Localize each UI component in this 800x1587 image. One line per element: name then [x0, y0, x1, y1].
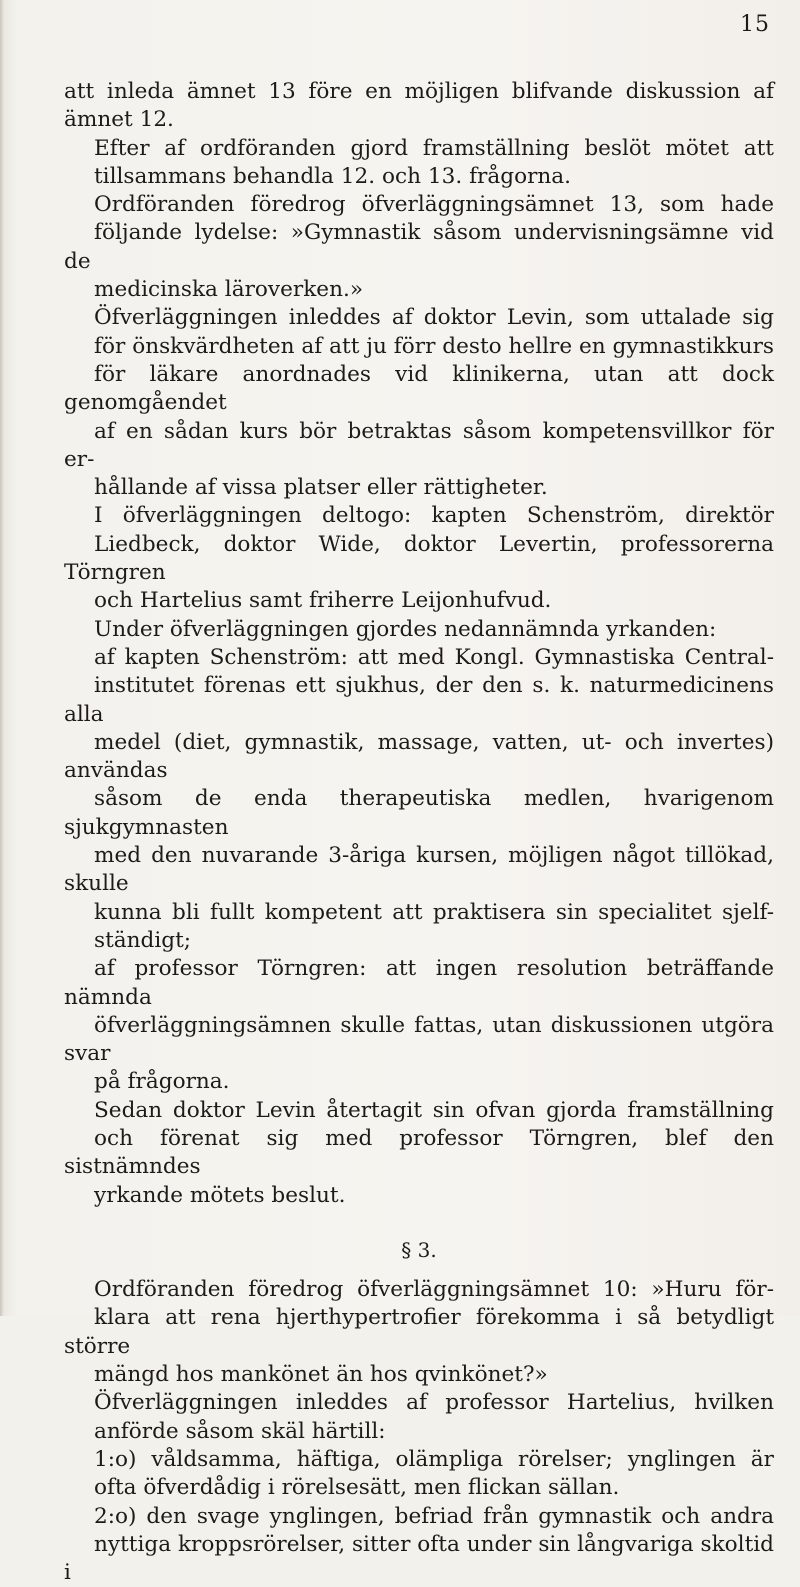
text-line: att inleda ämnet 13 före en möjligen blifvande diskussion af: [64, 79, 774, 104]
text-line: öfverläggningsämnen skulle fattas, utan diskussionen utgöra svar: [64, 1012, 774, 1067]
paragraph: [64, 616, 774, 644]
text-line: kunna bli fullt kompetent att praktisera sin specialitet sjelf-: [94, 899, 774, 925]
text-line: ämnet 12.: [64, 107, 174, 133]
paragraph: [64, 1503, 774, 1587]
text-line: för läkare anordnades vid klinikerna, utan att dock genomgåendet: [64, 361, 774, 416]
text-line: såsom de enda therapeutiska medlen, hvarigenom sjukgymnasten: [64, 786, 774, 840]
text-line: institutet förenas ett sjukhus, der den s. k. naturmedicinens alla: [64, 673, 774, 727]
text-line: för önskvärdheten af att ju förr desto hellre en gymnastikkurs: [94, 333, 774, 359]
text-line: anförde såsom skäl härtill:: [94, 1418, 386, 1444]
text-line: medicinska läroverken.»: [94, 277, 364, 303]
text-line: 1:o) våldsamma, häftiga, olämpliga rörelser; ynglingen är: [94, 1446, 774, 1472]
paragraph: [64, 1276, 774, 1389]
text-line: Öfverläggningen inleddes af doktor Levin, som uttalade sig: [94, 305, 774, 331]
text-line: af professor Törngren: att ingen resolution beträffande nämnda: [64, 956, 774, 1010]
section-heading: § 3.: [401, 1237, 437, 1262]
text-line: Sedan doktor Levin återtagit sin ofvan gjorda framställning: [94, 1097, 774, 1123]
paragraph: [64, 304, 774, 502]
text-line: medel (diet, gymnastik, massage, vatten, ut- och invertes) användas: [64, 729, 774, 784]
paragraph: [64, 1446, 774, 1503]
paragraph: [64, 78, 774, 135]
text-line: och Hartelius samt friherre Leijonhufvud.: [94, 588, 552, 614]
body-text: [64, 78, 774, 1587]
page-number: 15: [740, 12, 770, 37]
text-line: ständigt;: [94, 927, 192, 953]
paragraph: [64, 1097, 774, 1210]
text-line: följande lydelse: »Gymnastik såsom undervisningsämne vid de: [64, 220, 774, 274]
text-line: Under öfverläggningen gjordes nedannämnda yrkanden:: [94, 616, 717, 642]
text-line: tillsammans behandla 12. och 13. frågorna.: [94, 163, 572, 189]
text-line: hållande af vissa platser eller rättigheter.: [94, 475, 548, 501]
text-line: Ordföranden föredrog öfverläggningsämnet 10: »Huru för-: [94, 1277, 774, 1303]
text-line: af kapten Schenström: att med Kongl. Gymnastiska Central-: [94, 644, 774, 670]
text-line: med den nuvarande 3-åriga kursen, möjligen något tillökad, skulle: [64, 843, 774, 897]
paragraph: [64, 135, 774, 192]
page-edge-shadow: [0, 0, 4, 1316]
text-line: Efter af ordföranden gjord framställning beslöt mötet att: [94, 135, 774, 161]
paragraph: [64, 502, 774, 615]
text-line: ofta öfverdådig i rörelsesätt, men flickan sällan.: [94, 1475, 620, 1501]
paragraph: [64, 644, 774, 955]
text-line: Öfverläggningen inleddes af professor Hartelius, hvilken: [94, 1390, 774, 1416]
text-line: och förenat sig med professor Törngren, blef den sistnämndes: [64, 1125, 774, 1180]
paragraph: [64, 1389, 774, 1446]
text-line: af en sådan kurs bör betraktas såsom kompetensvillkor för er-: [64, 418, 774, 472]
text-line: på frågorna.: [94, 1069, 230, 1095]
text-line: yrkande mötets beslut.: [94, 1182, 346, 1208]
paragraph: [64, 191, 774, 304]
text-line: Liedbeck, doktor Wide, doktor Levertin, professorerna Törngren: [64, 531, 774, 586]
text-line: 2:o) den svage ynglingen, befriad från gymnastik och andra: [94, 1503, 774, 1529]
text-line: I öfverläggningen deltogo: kapten Schenström, direktör: [94, 503, 774, 529]
paragraph: [64, 955, 774, 1096]
text-line: nyttiga kroppsrörelser, sitter ofta under sin långvariga skoltid i: [64, 1531, 774, 1586]
text-line: klara att rena hjerthypertrofier förekomma i så betydligt större: [64, 1305, 774, 1359]
text-line: Ordföranden föredrog öfverläggningsämnet 13, som hade: [94, 192, 774, 218]
text-line: mängd hos mankönet än hos qvinkönet?»: [94, 1362, 548, 1388]
